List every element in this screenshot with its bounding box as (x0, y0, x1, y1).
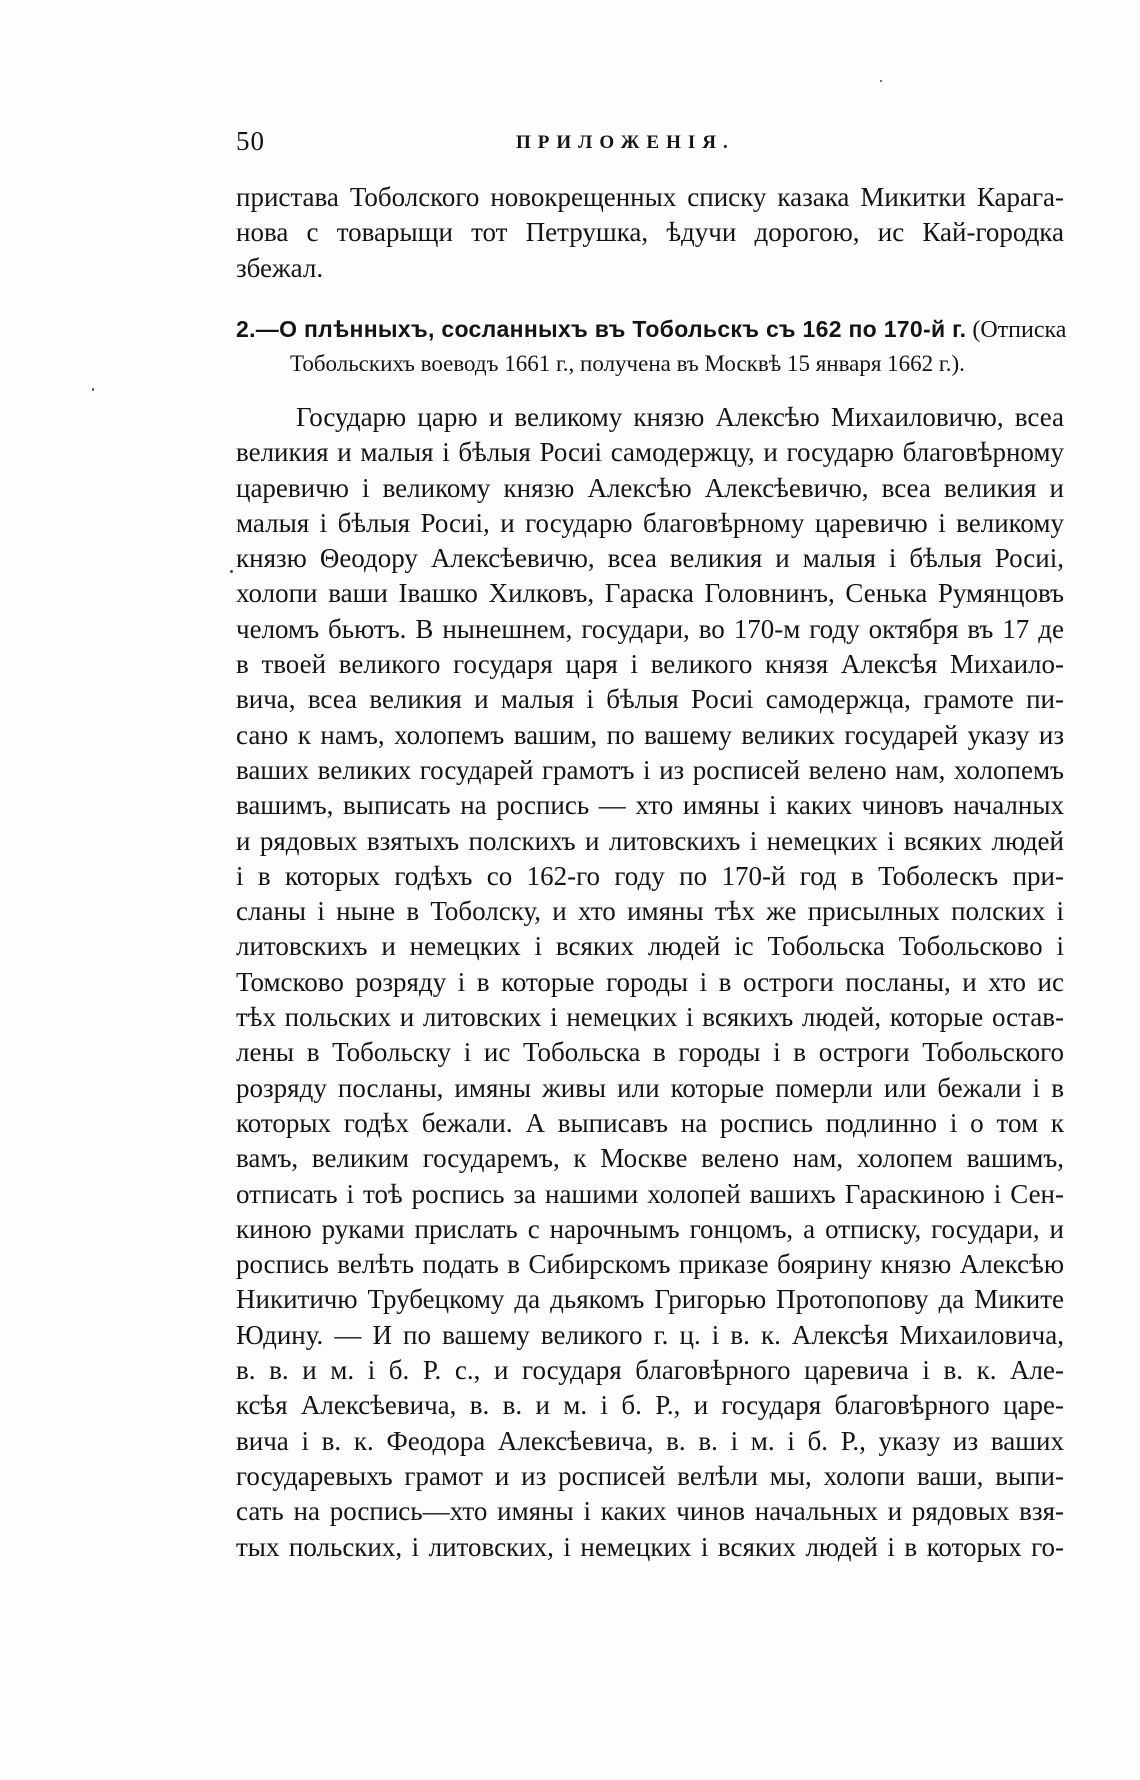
text-line: челомъ бьютъ. В нынешнем, государи, во 170-м году октября въ 17 де (236, 613, 1064, 644)
scan-speck (92, 388, 94, 391)
text-line: Никитичю Трубецкому да дьякомъ Григорью Протопопову да Микитe (236, 1284, 1064, 1315)
text-line: и рядовых взятыхъ полскихъ и литовскихъ і немецких і всякиx людей (236, 825, 1064, 856)
text-line: вича, всеа великия и малыя і бѣлыя Росиі самодержца, грамоте пи- (236, 684, 1064, 715)
running-title: ПРИЛОЖЕНІЯ. (516, 132, 735, 153)
scan-speck (230, 570, 233, 573)
page-number: 50 (236, 126, 265, 156)
text-line: в. в. и м. і б. Р. с., и государя благовѣрного царевича і в. к. Але- (236, 1355, 1064, 1386)
text-line: сланы і ныне в Тоболску, и хто имяны тѣх же присылных полских і (236, 896, 1064, 927)
text-line: царевичю і великому князю Алексѣю Алексѣевичю, всеа великия и (236, 472, 1064, 503)
text-line: в твоей великого государя царя і великого князя Алексѣя Михаило- (236, 649, 1064, 680)
text-line: ваших великих государей грамотъ і из росписей велено нам, холопемъ (236, 754, 1064, 785)
text-line: холопи ваши Івашко Хилковъ, Гараска Головнинъ, Сенька Румянцовъ (236, 578, 1064, 609)
text-line: государевыхъ грамот и из росписей велѣли мы, холопи ваши, выпи- (236, 1460, 1064, 1491)
heading-line (236, 313, 1067, 347)
text-line: князю Θеодору Алексѣевичю, всеа великия и малыя і бѣлыя Росиі, (236, 543, 1064, 574)
section-number: 2.— (236, 316, 280, 342)
text-line: лены в Тобольску і ис Тобольска в городы і в остроги Тобольского (236, 1037, 1064, 1068)
text-line: отписать і тоѣ роспись за нашими холопей вашихъ Гараскиною і Сен- (236, 1178, 1064, 1209)
text-line: тѣх польских и литовских і немецких і всякихъ людей, которые остав- (236, 1002, 1064, 1033)
text-line: сано к намъ, холопемъ вашим, по вашему великих государей указу из (236, 719, 1064, 750)
text-line: розряду посланы, имяны живы или которые померли или бежали і в (236, 1072, 1064, 1103)
text-line: тых польских, і литовских, і немецких і всяких людей і в которых го- (236, 1531, 1064, 1562)
text-line: роспись велѣть подать в Сибирскомъ приказе боярину князю Алексѣю (236, 1249, 1064, 1280)
section-title: О плѣнныхъ, сосланныхъ въ Тобольскъ съ 162 по 170-й г. (279, 316, 967, 342)
scan-speck (880, 80, 882, 82)
text-line: малыя і бѣлыя Росиі, и государю благовѣрному царевичю і великому (236, 507, 1064, 538)
text-line: Государю царю и великому князю Алексѣю Михаиловичю, всеа (296, 402, 1064, 432)
text-line: пристава Тоболского новокрещенных списку казака Микитки Карага- (236, 182, 1064, 212)
heading-line (236, 347, 1064, 381)
continued-paragraph (236, 180, 1064, 286)
text-line: литовскихъ и немецких і всяких людей іс Тобольска Тобольсково і (236, 931, 1064, 962)
text-line: ксѣя Алексѣевича, в. в. и м. і б. Р., и государя благовѣрного царе- (236, 1390, 1064, 1421)
text-line: збежал. (236, 252, 324, 283)
text-line: вича і в. к. Феодора Алексѣевича, в. в. і м. і б. Р., указу из ваших (236, 1425, 1064, 1456)
text-line: Томсково розряду і в которые городы і в остроги посланы, и хто ис (236, 966, 1064, 997)
section-note-end: Тобольскихъ воеводъ 1661 г., получена въ Москвѣ 15 января 1662 г.). (290, 351, 965, 376)
text-line: вашимъ, выписать на роспись — хто имяны і каких чиновъ началных (236, 790, 1064, 821)
text-line: великия и малыя і бѣлыя Росиі самодержцу, и государю благовѣрному (236, 437, 1064, 468)
text-line: Юдину. — И по вашему великого г. ц. і в. к. Алексѣя Михаиловича, (236, 1319, 1064, 1350)
section-note-start: (Отписка (972, 317, 1067, 343)
section-heading (236, 313, 1067, 381)
text-line: которых годѣх бежали. А выписавъ на роспись подлинно і о том к (236, 1107, 1064, 1138)
text-line: і в которых годѣхъ со 162-го году по 170-й год в Тоболескъ при- (236, 860, 1064, 891)
text-line: нова с товарыщи тот Петрушка, ѣдучи дорогою, ис Кай-городка (236, 217, 1064, 248)
letter-body (236, 400, 1064, 1565)
text-line: киною руками прислать с нарочнымъ гонцомъ, а отписку, государи, и (236, 1213, 1064, 1244)
text-line: вамъ, великим государемъ, к Москве велено нам, холопем вашимъ, (236, 1143, 1064, 1174)
text-line: сать на роспись—хто имяны і каких чинов начальных и рядовых взя- (236, 1496, 1064, 1527)
page-header (236, 126, 1066, 166)
